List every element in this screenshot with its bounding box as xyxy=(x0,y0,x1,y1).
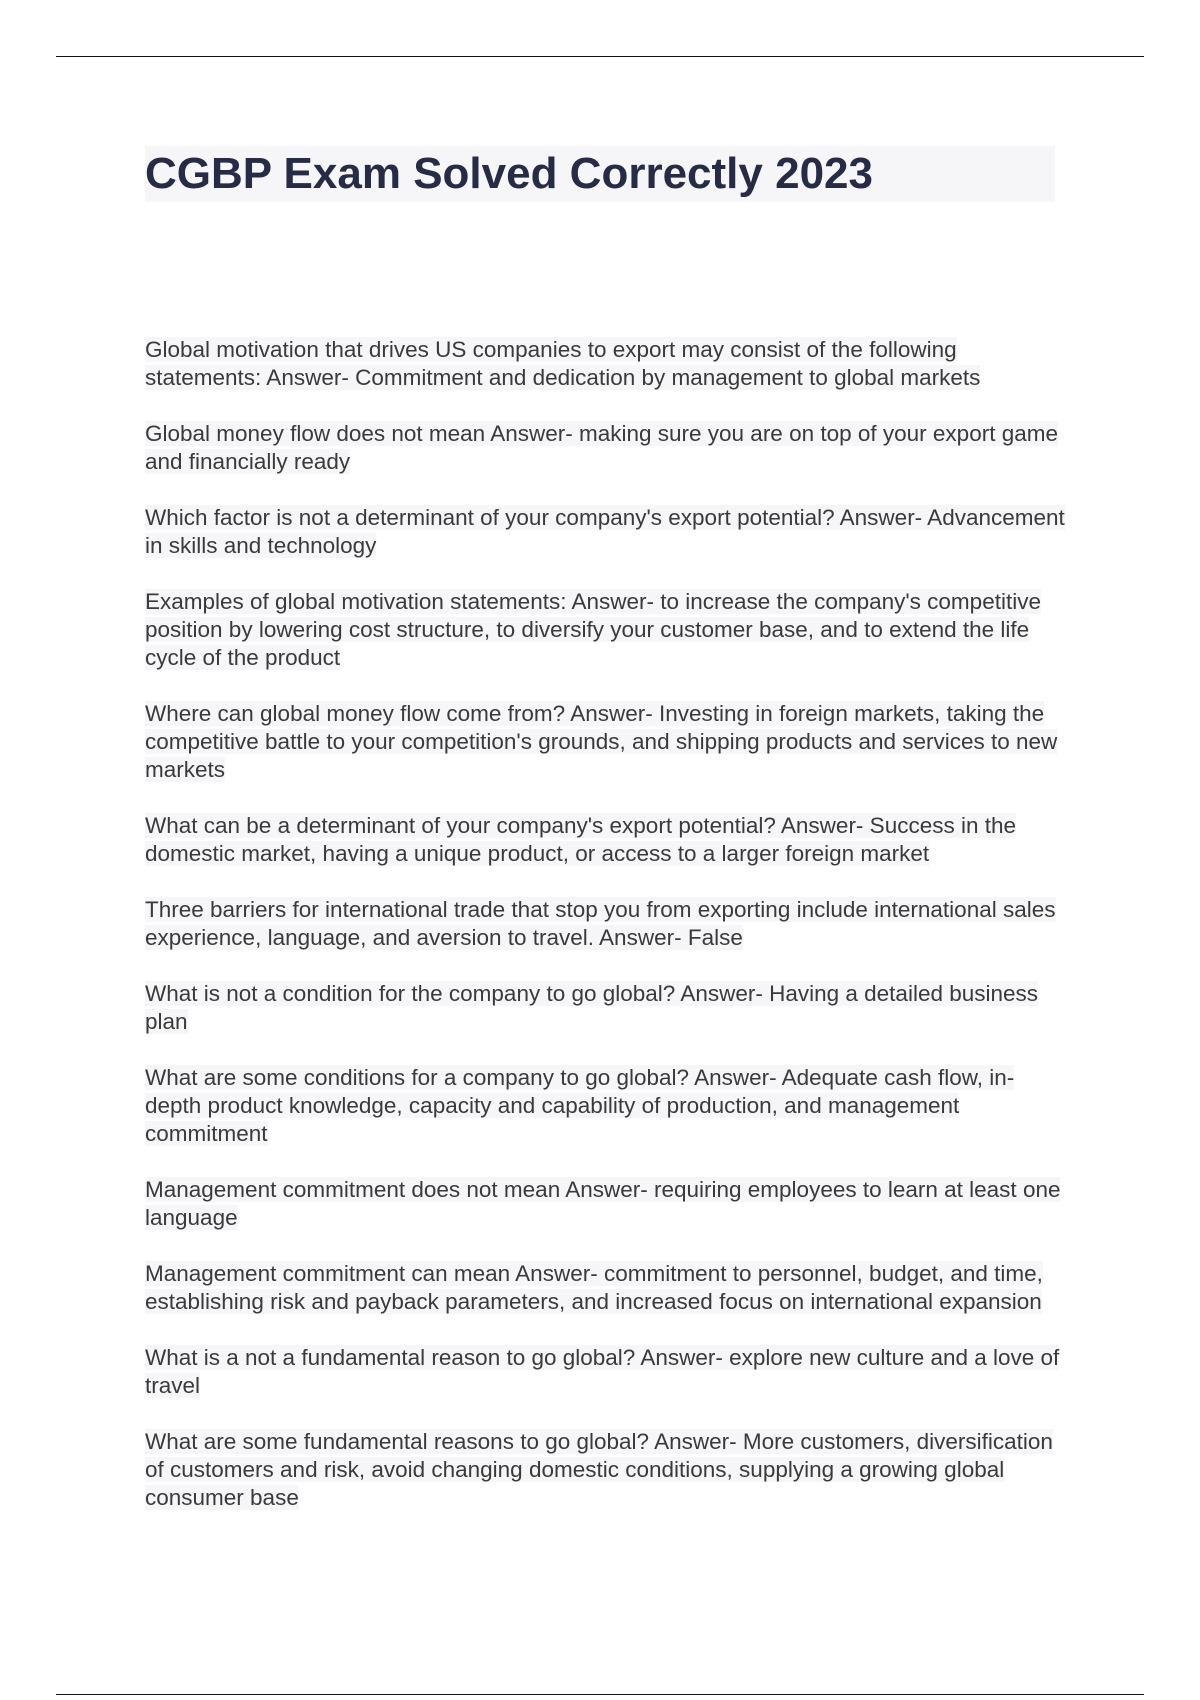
title-block xyxy=(145,146,1055,202)
qa-text: What can be a determinant of your company's export potential? Answer- Success in the domestic market, having a unique product, or access to a larger foreign market xyxy=(145,813,1017,866)
qa-text: Which factor is not a determinant of your company's export potential? Answer- Advancement in skills and technology xyxy=(145,505,1065,558)
qa-text: Global money flow does not mean Answer- making sure you are on top of your export game and financially ready xyxy=(145,421,1058,474)
qa-text: Management commitment does not mean Answer- requiring employees to learn at least one language xyxy=(145,1177,1061,1230)
qa-item xyxy=(145,336,1065,392)
qa-text: What is not a condition for the company to go global? Answer- Having a detailed business plan xyxy=(145,981,1039,1034)
qa-item xyxy=(145,700,1065,784)
qa-item xyxy=(145,1428,1065,1512)
qa-item xyxy=(145,896,1065,952)
bottom-rule xyxy=(56,1694,1144,1695)
qa-item xyxy=(145,1260,1065,1316)
qa-text: Examples of global motivation statements: Answer- to increase the company's competitive position by lowering cost structure, to diversify your customer base, and to extend the life cycle of the product xyxy=(145,589,1041,670)
qa-item xyxy=(145,1176,1065,1232)
qa-text: What are some fundamental reasons to go global? Answer- More customers, diversification of customers and risk, avoid changing domestic conditions, supplying a growing global consumer base xyxy=(145,1429,1053,1510)
qa-item xyxy=(145,980,1065,1036)
qa-text: What is a not a fundamental reason to go global? Answer- explore new culture and a love of travel xyxy=(145,1345,1060,1398)
qa-item xyxy=(145,588,1065,672)
qa-text: Three barriers for international trade that stop you from exporting include international sales experience, language, and aversion to travel. Answer- False xyxy=(145,897,1056,950)
qa-item xyxy=(145,504,1065,560)
qa-text: Management commitment can mean Answer- commitment to personnel, budget, and time, establishing risk and payback parameters, and increased focus on international expansion xyxy=(145,1261,1043,1314)
qa-item xyxy=(145,420,1065,476)
qa-item xyxy=(145,1064,1065,1148)
qa-text: Global motivation that drives US companies to export may consist of the following statements: Answer- Commitment and dedication by management to global markets xyxy=(145,337,981,390)
qa-text: Where can global money flow come from? Answer- Investing in foreign markets, taking the competitive battle to your competition's grounds, and shipping products and services to new markets xyxy=(145,701,1058,782)
qa-text: What are some conditions for a company to go global? Answer- Adequate cash flow, in-depth product knowledge, capacity and capability of production, and management commitment xyxy=(145,1065,1015,1146)
qa-item xyxy=(145,1344,1065,1400)
qa-list xyxy=(145,336,1065,1540)
qa-item xyxy=(145,812,1065,868)
page-title: CGBP Exam Solved Correctly 2023 xyxy=(145,149,873,198)
top-rule xyxy=(56,56,1144,57)
